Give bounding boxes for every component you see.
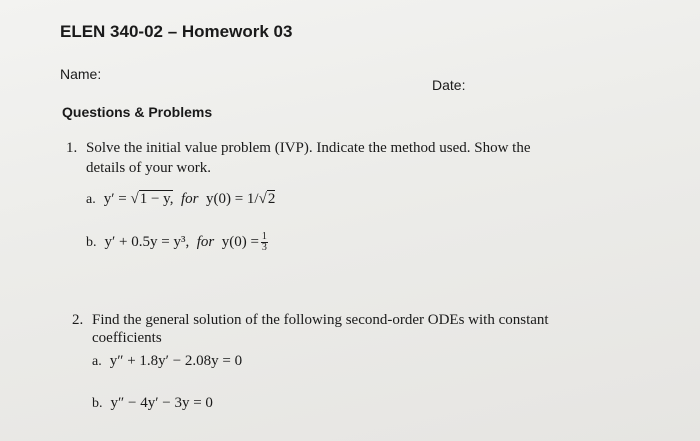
question-1-number: 1. <box>66 140 78 156</box>
question-2-number: 2. <box>72 312 84 328</box>
question-1-text-line2: details of your work. <box>86 160 211 176</box>
sqrt-two: 2 <box>267 191 276 207</box>
part-label: b. <box>86 234 97 250</box>
question-1-text-line1: Solve the initial value problem (IVP). Indicate the method used. Show the <box>86 140 531 156</box>
sqrt-term: 1 − y, <box>139 191 174 207</box>
initial-condition: y(0) = 1/ <box>205 191 259 207</box>
equation <box>104 231 268 253</box>
equation: y″ − 4y′ − 3y = 0 <box>110 395 213 411</box>
initial-condition: y(0) = <box>221 233 259 250</box>
question-2b <box>92 394 213 412</box>
name-label: Name: <box>60 66 102 82</box>
part-label: b. <box>92 396 103 411</box>
section-heading: Questions & Problems <box>62 104 213 120</box>
equation: y′ = √1 − y, for y(0) = 1/√2 <box>103 191 276 207</box>
for-word: for <box>196 233 215 250</box>
question-1a <box>86 190 275 208</box>
fraction-numerator: 1 <box>261 231 267 242</box>
page-title: ELEN 340-02 – Homework 03 <box>60 22 293 41</box>
question-2a <box>92 352 242 370</box>
fraction-denominator: 3 <box>261 242 267 253</box>
equation: y″ + 1.8y′ − 2.08y = 0 <box>109 353 243 369</box>
fraction <box>261 232 268 253</box>
date-label: Date: <box>432 77 466 93</box>
equation-lhs: y′ + 0.5y = y³, <box>104 233 190 250</box>
equation-lhs: y′ = <box>103 191 131 207</box>
part-label: a. <box>86 192 96 207</box>
part-label: a. <box>92 354 102 369</box>
question-1b <box>86 232 268 253</box>
question-2-text-line2: coefficients <box>92 330 162 346</box>
question-2-text-line1: Find the general solution of the following second-order ODEs with constant <box>92 312 549 328</box>
for-word: for <box>180 191 199 207</box>
